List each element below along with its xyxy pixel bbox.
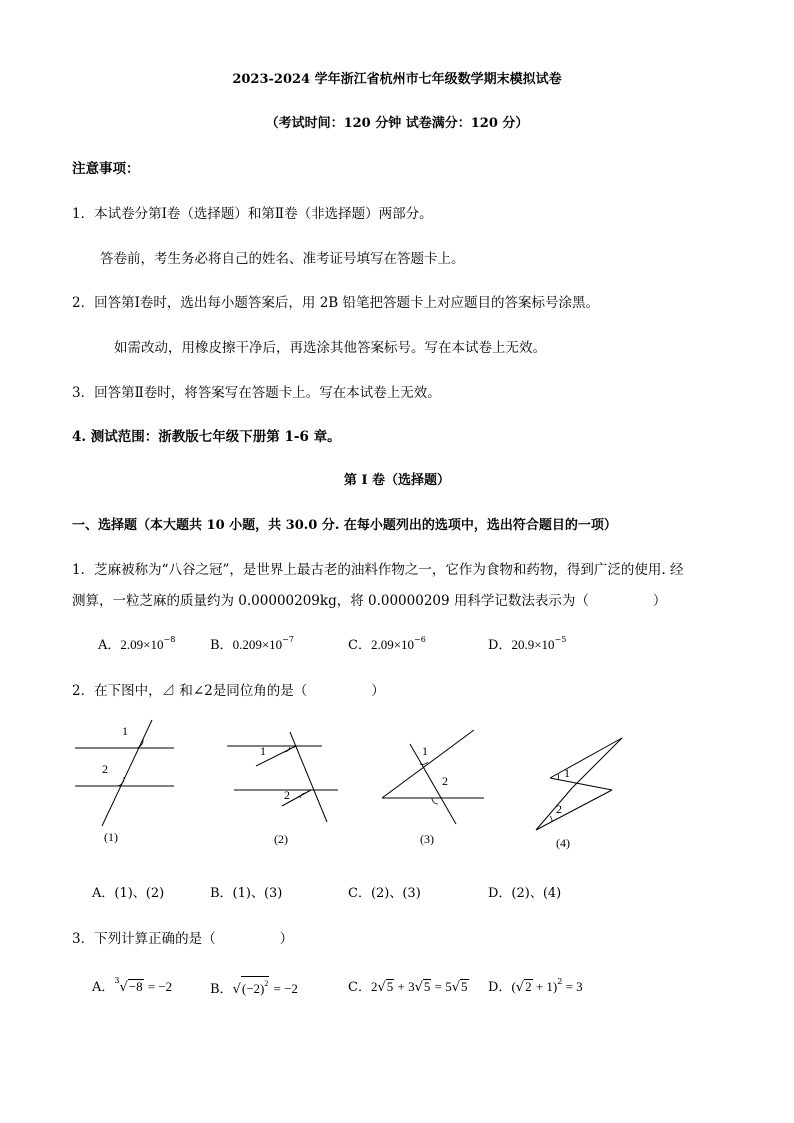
fig2-angle-1: 1	[260, 744, 266, 758]
q2-stem-close: ）	[371, 683, 385, 699]
fig2-caption: (2)	[274, 832, 288, 846]
q2-figure-4	[534, 736, 634, 850]
fig4-angle-2: 2	[556, 802, 562, 816]
q3-option-c[interactable]: C．2√5 + 3√5 = 5√5	[348, 979, 468, 995]
q3-stem-close: ）	[279, 931, 294, 947]
q3-option-a[interactable]: A．$^3$√−8 = −2	[92, 976, 173, 995]
figure-2-diagram	[222, 730, 342, 830]
section-heading: 一、选择题（本大题共 10 小题，共 30.0 分. 在每小题列出的选项中，选出符合题目的一项）	[72, 518, 617, 533]
note-item-1: 1．本试卷分第Ⅰ卷（选择题）和第Ⅱ卷（非选择题）两部分。	[72, 206, 433, 222]
q2-option-b[interactable]: B．(1)、(3)	[210, 886, 283, 901]
q2-option-d[interactable]: D．(2)、(4)	[488, 886, 562, 901]
q1-option-d[interactable]: D．$20.9\times 10^{-5}$	[488, 635, 567, 653]
note-item-2b: 如需改动，用橡皮擦干净后，再选涂其他答案标号。写在本试卷上无效。	[114, 340, 546, 356]
fig3-angle-2: 2	[442, 774, 448, 788]
fig1-angle-2: 2	[102, 762, 108, 776]
fig4-caption: (4)	[556, 836, 570, 850]
note-item-2: 2．回答第Ⅰ卷时，选出每小题答案后，用 2B 铅笔把答题卡上对应题目的答案标号涂黑。	[72, 295, 600, 311]
q2-option-a[interactable]: A．(1)、(2)	[92, 886, 165, 901]
notes-heading: 注意事项：	[72, 161, 140, 177]
fig3-caption: (3)	[420, 832, 434, 846]
section-title: 第 I 卷（选择题）	[343, 473, 451, 488]
q3-option-d[interactable]: D．$(√2 + 1)^2 = 3$	[488, 977, 583, 995]
q1-option-c[interactable]: C．$2.09\times 10^{-6}$	[348, 635, 426, 653]
fig1-caption: (1)	[104, 830, 118, 844]
q2-figure-3	[380, 726, 490, 846]
fig1-angle-1: 1	[122, 724, 128, 738]
note-item-1b: 答卷前，考生务必将自己的姓名、准考证号填写在答题卡上。	[100, 251, 465, 267]
q3-stem	[72, 927, 293, 947]
q3-option-b[interactable]: B．$√(-2)^2 = -2$	[210, 976, 298, 997]
note-item-3: 3．回答第Ⅱ卷时，将答案写在答题卡上。写在本试卷上无效。	[72, 385, 441, 401]
q2-option-c[interactable]: C．(2)、(3)	[348, 886, 421, 901]
figure-3-diagram	[380, 726, 490, 826]
q1-stem-close: ）	[652, 593, 667, 609]
q1-stem-text: 测算，一粒芝麻的质量约为 0.00000209kg，将 0.00000209 用科学记数法表示为（	[72, 593, 589, 609]
fig2-angle-2: 2	[284, 788, 290, 802]
q3-stem-text: 3．下列计算正确的是（	[72, 931, 216, 947]
q2-figure-1	[70, 718, 180, 844]
fig4-angle-1: 1	[564, 766, 570, 780]
note-item-4: 4. 测试范围：浙教版七年级下册第 1-6 章。	[72, 429, 341, 445]
figure-4-diagram	[534, 736, 634, 836]
q1-option-a[interactable]: A．$2.09\times 10^{-8}$	[98, 635, 176, 653]
q1-stem-line2	[72, 589, 666, 609]
q2-stem	[72, 679, 385, 699]
q1-option-b[interactable]: B．$0.209\times 10^{-7}$	[210, 635, 294, 653]
q2-stem-text: 2．在下图中，⊿ 和∠2是同位角的是（	[72, 683, 308, 699]
q2-figure-2	[222, 730, 342, 846]
exam-title: 2023-2024 学年浙江省杭州市七年级数学期末模拟试卷	[232, 72, 562, 87]
exam-subtitle: （考试时间：120 分钟 试卷满分：120 分）	[265, 116, 529, 131]
q1-stem-line1: 1．芝麻被称为“八谷之冠”，是世界上最古老的油料作物之一，它作为食物和药物，得到广泛的使用. 经	[72, 562, 684, 578]
fig3-angle-1: 1	[422, 744, 428, 758]
